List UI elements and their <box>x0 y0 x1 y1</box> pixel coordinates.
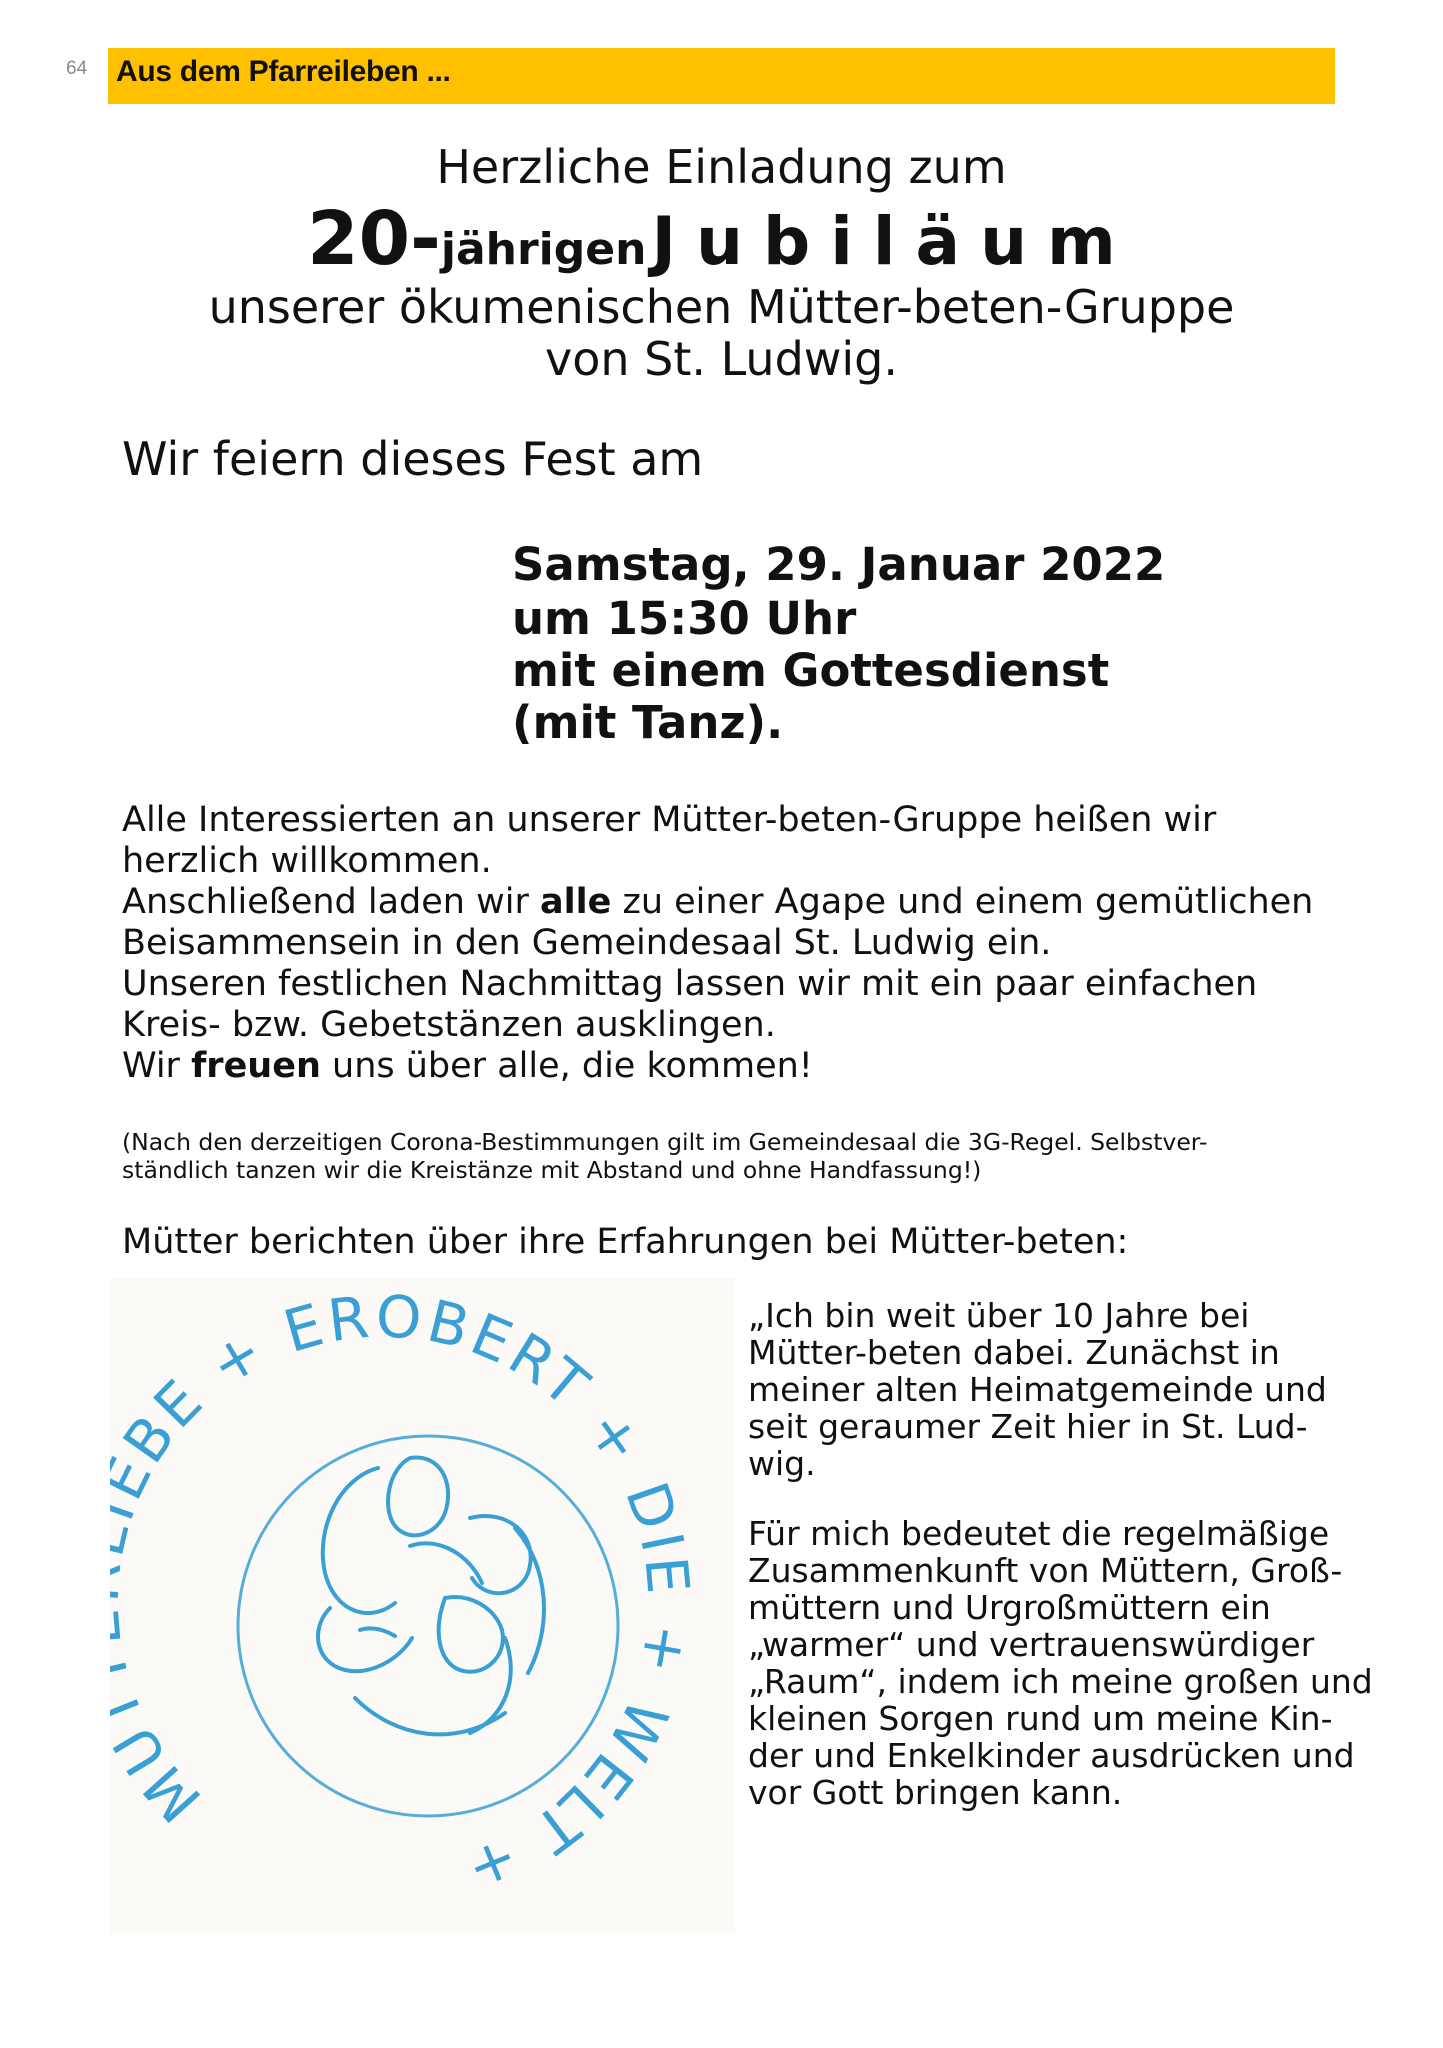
section-header-bar <box>108 48 1335 104</box>
quote-line: „Ich bin weit über 10 Jahre bei <box>748 1296 1250 1335</box>
fest-intro: Wir feiern dieses Fest am <box>122 432 704 486</box>
invitation-line: Herzliche Einladung zum <box>436 140 1007 194</box>
mutterliebe-logo <box>110 1278 735 1933</box>
event-service: mit einem Gottesdienst <box>512 644 1110 697</box>
page-number: 64 <box>66 58 88 79</box>
quote-line: vor Gott bringen kann. <box>748 1773 1123 1812</box>
body-line <box>122 1046 813 1086</box>
quote-line: Mütter-beten dabei. Zunächst in <box>748 1333 1280 1372</box>
jubilee-word: Jubiläum <box>651 203 1136 280</box>
logo-ring-textpath: M BE + EROBERT + DIE + WELT + <box>110 1281 703 1908</box>
mutterliebe-logo-graphic <box>110 1278 735 1933</box>
jubilee-jaehrigen: jährigen <box>440 224 647 275</box>
event-date: Samstag, 29. Januar 2022 <box>512 538 1166 591</box>
body-line: Beisammensein in den Gemeindesaal St. Ludwig ein. <box>122 923 1052 963</box>
quote-line: meiner alten Heimatgemeinde und <box>748 1370 1327 1409</box>
group-location-line: von St. Ludwig. <box>544 332 899 386</box>
body-text: zu einer Agape und einem gemütlichen <box>611 882 1314 922</box>
quote-line: der und Enkelkinder ausdrücken und <box>748 1736 1355 1775</box>
jubilee-heading <box>0 196 1443 282</box>
quote-line: müttern und Urgroßmüttern ein <box>748 1588 1271 1627</box>
body-text: Wir <box>122 1046 192 1086</box>
quote-line: Zusammenkunft von Müttern, Groß- <box>748 1551 1343 1590</box>
quote-line: „Raum“, indem ich meine großen und <box>748 1662 1373 1701</box>
reports-heading: Mütter berichten über ihre Erfahrungen bei Mütter-beten: <box>122 1222 1129 1262</box>
body-line: Alle Interessierten an unserer Mütter-beten-Gruppe heißen wir <box>122 800 1217 840</box>
body-line: herzlich willkommen. <box>122 841 492 881</box>
quote-line: „warmer“ und vertrauenswürdiger <box>748 1625 1315 1664</box>
quote-line: kleinen Sorgen rund um meine Kin- <box>748 1699 1333 1738</box>
event-time: um 15:30 Uhr <box>512 592 857 645</box>
corona-note: (Nach den derzeitigen Corona-Bestimmungen gilt im Gemeindesaal die 3G-Regel. Selbstver- <box>122 1128 1208 1156</box>
quote-line: wig. <box>748 1444 816 1483</box>
body-line <box>122 882 1313 922</box>
body-text: uns über alle, die kommen! <box>320 1046 813 1086</box>
emphasis-alle: alle <box>539 882 612 922</box>
quote-line: seit geraumer Zeit hier in St. Lud- <box>748 1407 1308 1446</box>
section-header-title: Aus dem Pfarreileben ... <box>116 55 451 88</box>
corona-note: ständlich tanzen wir die Kreistänze mit Abstand und ohne Handfassung!) <box>122 1156 982 1184</box>
body-text: Anschließend laden wir <box>122 882 540 922</box>
emphasis-freuen: freuen <box>191 1046 321 1086</box>
event-dance: (mit Tanz). <box>512 696 784 749</box>
body-line: Unseren festlichen Nachmittag lassen wir mit ein paar einfachen <box>122 964 1258 1004</box>
body-line: Kreis- bzw. Gebetstänzen ausklingen. <box>122 1005 776 1045</box>
group-line: unserer ökumenischen Mütter-beten-Gruppe <box>208 280 1235 334</box>
quote-line: Für mich bedeutet die regelmäßige <box>748 1514 1330 1553</box>
jubilee-number: 20- <box>307 196 441 282</box>
